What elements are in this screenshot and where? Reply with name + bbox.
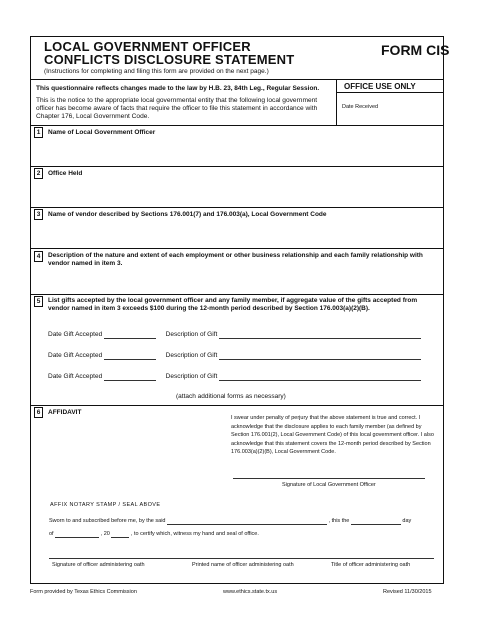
officer-signature-line[interactable] [233, 478, 425, 479]
instructions-note: (Instructions for completing and filing this form are provided on the next page.) [44, 68, 269, 75]
form-title-line2: CONFLICTS DISCLOSURE STATEMENT [44, 52, 295, 67]
gift-description-field[interactable] [219, 373, 421, 381]
section5-number: 5 [34, 296, 43, 307]
section2-label: Office Held [48, 170, 83, 177]
relationship-description-field[interactable] [48, 270, 440, 292]
section1-top [31, 125, 443, 126]
office-held-field[interactable] [48, 181, 440, 205]
gift-description-label: Description of Gift [165, 331, 218, 338]
section2-number: 2 [34, 168, 43, 179]
section6-top [31, 405, 443, 406]
gift-description-field[interactable] [219, 352, 421, 360]
section4-label: Description of the nature and extent of each employment or other business relationship and each family relationship with vendor named in item 3. [48, 252, 423, 267]
section5-top [31, 294, 443, 295]
section1-number: 1 [34, 127, 43, 138]
section4-top [31, 248, 443, 249]
attach-note: (attach additional forms as necessary) [176, 393, 286, 400]
sworn-date-line: of , 20 , to certify which, witness my hand and seal of office. [49, 531, 259, 537]
section3-top [31, 207, 443, 208]
section1-label: Name of Local Government Officer [48, 129, 156, 136]
intro-bold-line: This questionnaire reflects changes made to the law by H.B. 23, 84th Leg., Regular Session. [36, 85, 320, 92]
gift-row [48, 331, 421, 339]
footer-website: www.ethics.state.tx.us [223, 589, 278, 595]
affidavit-text: I swear under penalty of perjury that the above statement is true and correct. I acknowledge that the disclosure applies to each family member (as defined by Section 176.001(2), Local Government Code) of this local government officer. I also acknowledge that this statement covers the 12-month period described by Section 176.003(a)(2)(B), Local Government Code. [231, 415, 434, 455]
section3-label: Name of vendor described by Sections 176.001(7) and 176.003(a), Local Government Code [48, 211, 327, 218]
office-use-title: OFFICE USE ONLY [344, 82, 416, 91]
section3-number: 3 [34, 209, 43, 220]
affidavit-heading: AFFIDAVIT [48, 409, 82, 416]
form-id: FORM CIS [381, 42, 450, 58]
oath-officer-printed-label: Printed name of officer administering oath [192, 562, 294, 568]
form-title-line1: LOCAL GOVERNMENT OFFICER [44, 39, 251, 54]
vendor-name-field[interactable] [48, 222, 440, 246]
footer-provider: Form provided by Texas Ethics Commission [30, 589, 137, 595]
intro-notice: This is the notice to the appropriate local governmental entity that the following local government officer has become aware of facts that require the officer to file this statement in accordance with Chapter 176, Local Government Code. [36, 97, 318, 121]
gift-date-field[interactable] [104, 373, 156, 381]
date-received-label: Date Received [342, 104, 379, 110]
sworn-line: Sworn to and subscribed before me, by the said , this the day [49, 518, 412, 524]
sworn-year-field[interactable] [111, 531, 129, 538]
sworn-by-name-field[interactable] [167, 518, 327, 525]
notary-stamp-note: AFFIX NOTARY STAMP / SEAL ABOVE [50, 502, 161, 508]
officer-name-field[interactable] [48, 140, 440, 164]
section6-number: 6 [34, 407, 43, 418]
gift-date-label: Date Gift Accepted [48, 331, 103, 338]
gift-row [48, 352, 421, 360]
section4-number: 4 [34, 251, 43, 262]
gift-description-label: Description of Gift [165, 352, 218, 359]
sworn-day-field[interactable] [351, 518, 401, 525]
sworn-month-field[interactable] [55, 531, 99, 538]
oath-officer-title-label: Title of officer administering oath [331, 562, 411, 568]
gift-date-label: Date Gift Accepted [48, 373, 103, 380]
gift-date-field[interactable] [104, 352, 156, 360]
gift-row [48, 373, 421, 381]
gift-date-field[interactable] [104, 331, 156, 339]
gift-description-label: Description of Gift [165, 373, 218, 380]
footer-revised: Revised 11/30/2015 [383, 589, 432, 595]
oath-officer-signature-label: Signature of officer administering oath [52, 562, 145, 568]
oath-officer-line[interactable] [49, 558, 434, 559]
gift-description-field[interactable] [219, 331, 421, 339]
officer-signature-label: Signature of Local Government Officer [282, 482, 376, 488]
section5-label: List gifts accepted by the local government officer and any family member, if aggregate value of the gifts accepted from vendor named in item 3 exceeds $100 during the 12-month period described by Section 176.003(a)(2)(B). [48, 297, 418, 312]
section2-top [31, 166, 443, 167]
gift-date-label: Date Gift Accepted [48, 352, 103, 359]
